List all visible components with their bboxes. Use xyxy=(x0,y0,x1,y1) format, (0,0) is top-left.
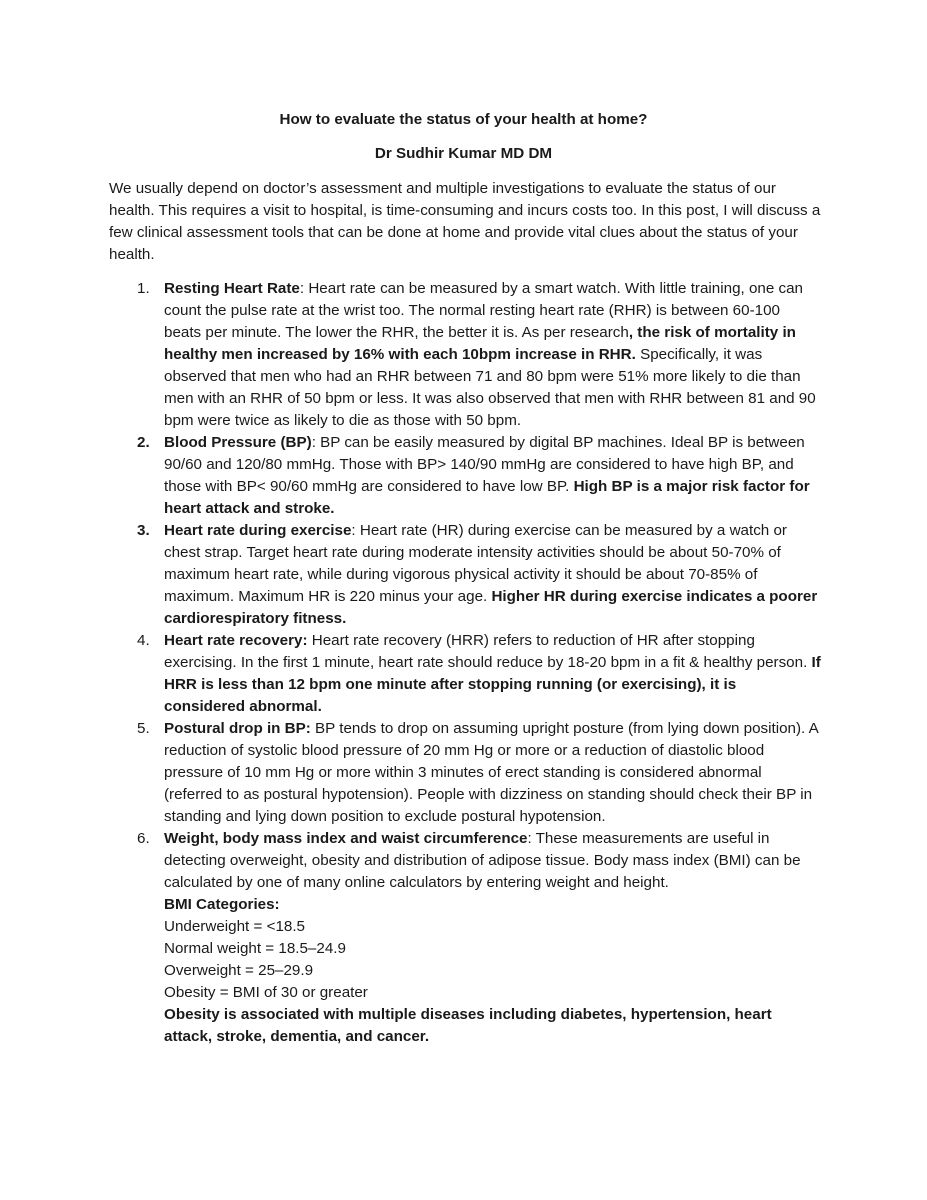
document-title: How to evaluate the status of your health at home? xyxy=(279,111,648,128)
item-text: : These measurements are useful in detecting overweight, obesity and distribution of adipose tissue. Body mass index (BMI) can be calculated by one of many online calculators by entering weight and height. xyxy=(164,830,801,891)
item-text: : BP can be easily measured by digital BP machines. Ideal BP is between 90/60 and 120/80 mmHg. Those with BP> 140/90 mmHg are considered to have high BP, and those with BP< 90/60 mmHg are considered to have low BP. xyxy=(164,434,805,495)
item-text: : Heart rate can be measured by a smart watch. With little training, one can count the pulse rate at the wrist too. The normal resting heart rate (RHR) is between 60-100 beats per minute. The lower the RHR, the better it is. As per research xyxy=(164,280,803,341)
author-line: Dr Sudhir Kumar MD DM xyxy=(374,145,553,162)
list-item-exercise-heart-rate xyxy=(109,520,821,630)
list-number: 5. xyxy=(137,720,150,737)
item-heading: Heart rate recovery: xyxy=(164,632,308,649)
item-emphasis: High BP is a major risk factor for heart attack and stroke. xyxy=(164,478,810,517)
item-emphasis: , the risk of mortality in healthy men increased by 16% with each 10bpm increase in RHR. xyxy=(164,324,796,363)
item-heading: Heart rate during exercise xyxy=(164,522,352,539)
list-item-blood-pressure xyxy=(109,432,821,520)
assessment-list xyxy=(109,278,821,1048)
item-text: Heart rate recovery (HRR) refers to reduction of HR after stopping exercising. In the first 1 minute, heart rate should reduce by 18-20 bpm in a fit & healthy person. xyxy=(164,632,812,671)
item-text: BP tends to drop on assuming upright posture (from lying down position). A reduction of systolic blood pressure of 20 mm Hg or more or a reduction of diastolic blood pressure of 10 mm Hg or more within 3 minutes of erect standing is considered abnormal (referred to as postural hypotension). People with dizziness on standing should check their BP in standing and lying down position to exclude postural hypotension. xyxy=(164,720,818,825)
list-number: 1. xyxy=(137,280,150,297)
list-number: 6. xyxy=(137,830,150,847)
item-heading: Resting Heart Rate xyxy=(164,280,300,297)
bmi-category: Obesity = BMI of 30 or greater xyxy=(164,984,368,1001)
list-item-postural-drop xyxy=(109,718,821,828)
list-item-heart-rate-recovery xyxy=(109,630,821,718)
intro-paragraph: We usually depend on doctor’s assessment and multiple investigations to evaluate the status of our health. This requires a visit to hospital, is time-consuming and incurs costs too. In this post, I will discuss a few clinical assessment tools that can be done at home and provide vital clues about the status of your health. xyxy=(109,180,821,263)
list-item-weight-bmi xyxy=(109,828,821,1048)
bmi-category: Normal weight = 18.5–24.9 xyxy=(164,940,346,957)
list-number: 2. xyxy=(137,434,150,451)
list-number: 4. xyxy=(137,632,150,649)
item-text: : Heart rate (HR) during exercise can be measured by a watch or chest strap. Target heart rate during moderate intensity activities should be about 50-70% of maximum heart rate, while during vigorous physical activity it should be about 70-85% of maximum. Maximum HR is 220 minus your age. xyxy=(164,522,787,605)
bmi-categories-heading: BMI Categories: xyxy=(164,896,280,913)
item-heading: Postural drop in BP: xyxy=(164,720,311,737)
obesity-risk-statement: Obesity is associated with multiple diseases including diabetes, hypertension, heart attack, stroke, dementia, and cancer. xyxy=(164,1006,772,1045)
bmi-category: Underweight = <18.5 xyxy=(164,918,306,935)
list-number: 3. xyxy=(137,522,150,539)
item-emphasis: If HRR is less than 12 bpm one minute after stopping running (or exercising), it is considered abnormal. xyxy=(164,654,821,715)
list-item-resting-heart-rate xyxy=(109,278,821,432)
item-emphasis: Higher HR during exercise indicates a poorer cardiorespiratory fitness. xyxy=(164,588,818,627)
item-heading: Weight, body mass index and waist circumference xyxy=(164,830,528,847)
item-heading: Blood Pressure (BP) xyxy=(164,434,312,451)
item-text: Specifically, it was observed that men who had an RHR between 71 and 80 bpm were 51% more likely to die than men with an RHR of 50 bpm or less. It was also observed that men with RHR between 81 and 90 bpm were twice as likely to die as those with 50 bpm. xyxy=(164,346,816,429)
bmi-category: Overweight = 25–29.9 xyxy=(164,962,314,979)
